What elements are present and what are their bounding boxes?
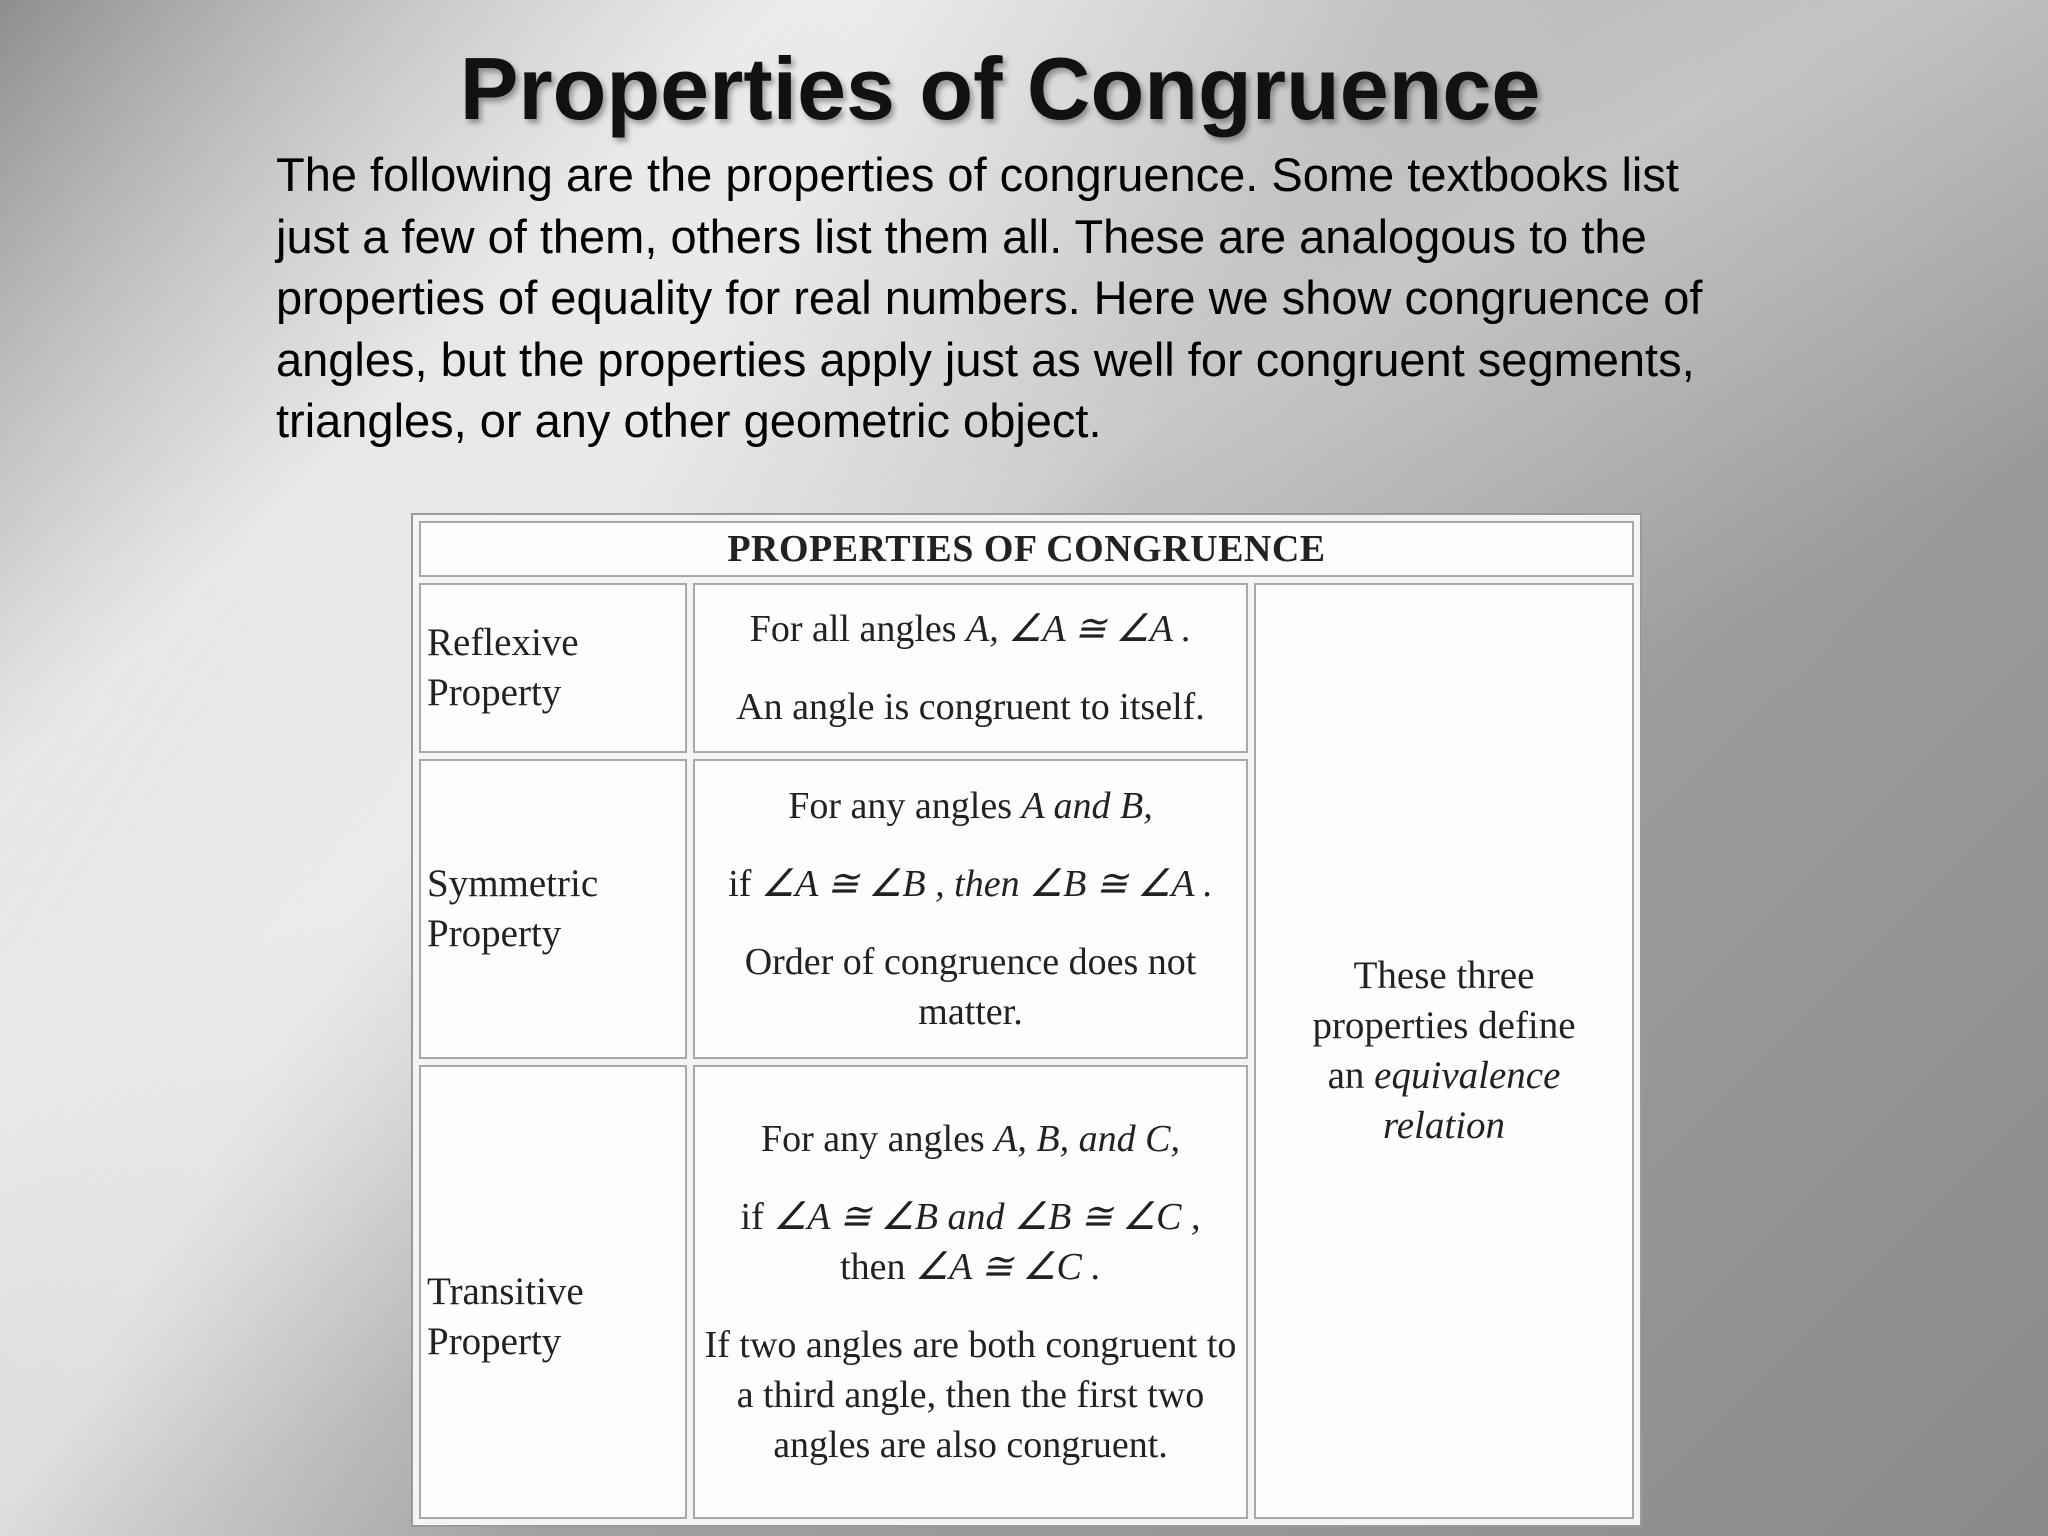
property-name-line: Reflexive <box>427 621 579 664</box>
slide-title: Properties of Congruence <box>459 39 1541 138</box>
property-definition-symmetric <box>693 759 1248 1059</box>
condition-math: ∠A ≅ ∠C . <box>915 1246 1101 1288</box>
condition-text: then <box>840 1246 916 1288</box>
condition-math: ∠A ≅ ∠B , then ∠B ≅ ∠A . <box>760 863 1213 905</box>
statement-text: For any angles <box>760 1118 995 1160</box>
statement-math: A, ∠A ≅ ∠A . <box>966 608 1192 650</box>
property-name-line: Property <box>427 912 562 955</box>
property-definition-transitive <box>693 1065 1248 1519</box>
property-name-line: Property <box>427 671 562 714</box>
property-name-line: Property <box>427 1320 562 1363</box>
explanation-text: If two angles are both congruent to a third angle, then the first two angles are also congruent. <box>704 1324 1237 1466</box>
condition-text: if <box>728 863 761 905</box>
note-italic: relation <box>1382 1104 1506 1147</box>
statement-math: A, B, and C, <box>994 1118 1180 1160</box>
property-name-line: Transitive <box>427 1270 584 1313</box>
explanation-text: An angle is congruent to itself. <box>736 686 1205 728</box>
statement-math: A and B, <box>1021 785 1153 827</box>
note-line: These three <box>1353 954 1535 997</box>
note-italic: equivalence <box>1374 1054 1561 1097</box>
note-line: properties define <box>1312 1004 1576 1047</box>
statement-text: For any angles <box>788 785 1022 827</box>
statement-text: For all angles <box>749 608 967 650</box>
explanation-text: Order of congruence does not matter. <box>744 941 1197 1033</box>
property-name-line: Symmetric <box>427 862 599 905</box>
note-line: an <box>1327 1054 1375 1097</box>
property-name-reflexive <box>419 583 687 753</box>
property-name-transitive <box>419 1065 687 1519</box>
table-header: PROPERTIES OF CONGRUENCE <box>419 521 1634 577</box>
equivalence-note <box>1254 583 1634 1519</box>
property-definition-reflexive <box>693 583 1248 753</box>
table-row <box>419 583 1634 753</box>
property-name-symmetric <box>419 759 687 1059</box>
properties-table <box>411 513 1642 1527</box>
condition-text: if <box>740 1196 774 1238</box>
intro-paragraph: The following are the properties of congruence. Some textbooks list just a few of them, others list them all. These are analogous to the properties of equality for real numbers. Here we show congruence of angles, but the properties apply just as well for congruent segments, triangles, or any other geometric object. <box>276 148 1703 447</box>
condition-math: ∠A ≅ ∠B and ∠B ≅ ∠C , <box>773 1196 1201 1238</box>
table-header-row <box>419 521 1634 577</box>
